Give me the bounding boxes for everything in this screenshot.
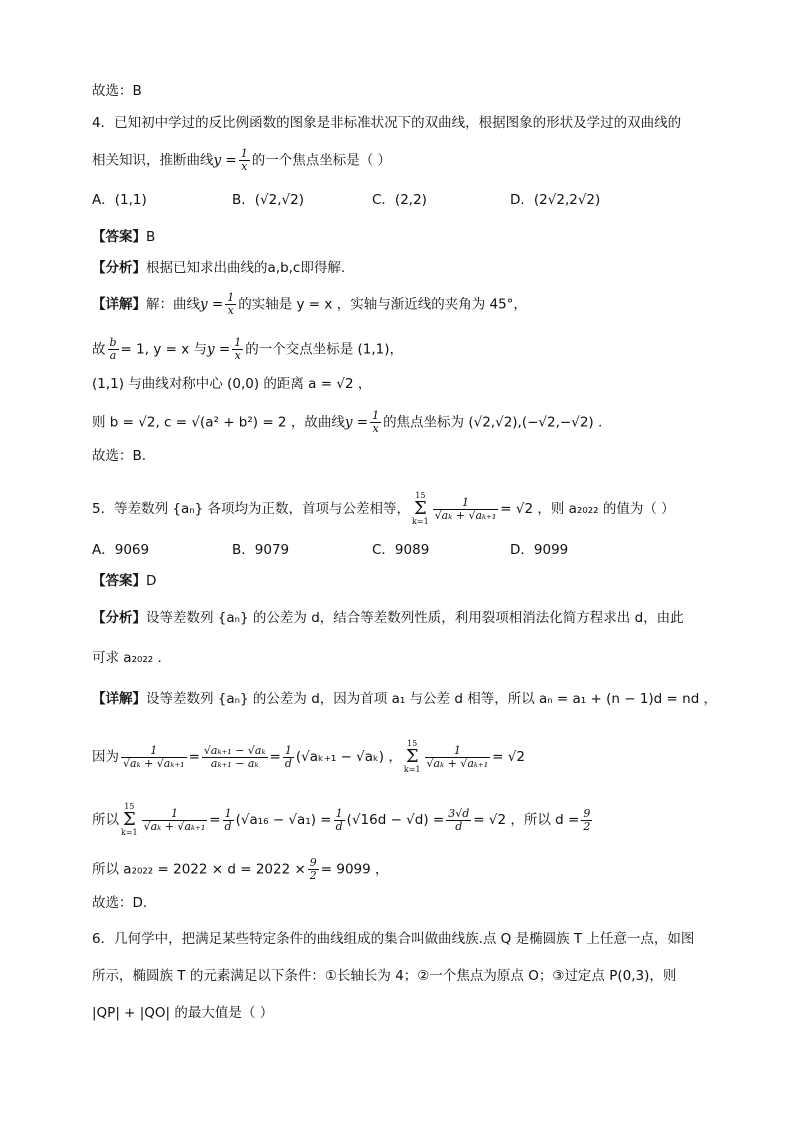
fraction-1-over-x: $\frac{1}{x}$	[372, 409, 380, 435]
sum-symbol: 15 Σ k=1	[403, 739, 421, 774]
q5-analysis-line-2: 可求 a₂₀₂₂ .	[92, 650, 162, 666]
q4-detail-line-4: 则 b = √2, c = √(a² + b²) = 2 ，故曲线y = $\frac{1}{x}$ 的焦点坐标为 (√2,√2),(−√2,−√2) .	[92, 409, 603, 435]
fraction-sum-term: $\frac{1}{\text{√aₖ + √aₖ₊₁}}$	[123, 743, 185, 770]
q4-detail-line-2: 故 $\frac{b}{a}$ = 1, y = x 与y = $\frac{1}{x}$ 的一个交点坐标是 (1,1)，	[92, 336, 404, 362]
q4-detail-line-1: 【详解】解：曲线y = $\frac{1}{x}$ 的实轴是 y = x ，实轴与渐近线的夹角为 45°，	[92, 291, 527, 317]
q3-conclusion: 故选：B	[92, 83, 142, 99]
fraction-sum-term: $\frac{1}{\text{√aₖ + √aₖ₊₁}}$	[434, 495, 497, 522]
fraction-sum-term: $\frac{1}{\text{√aₖ + √aₖ₊₁}}$	[143, 806, 206, 833]
q5-conclusion: 故选：D.	[92, 895, 148, 911]
q4-stem-text: 相关知识，推断曲线	[92, 152, 214, 169]
q4-analysis: 【分析】根据已知求出曲线的a,b,c即得解.	[92, 260, 346, 276]
q4-option-c: C．(2,2)	[372, 192, 427, 208]
fraction-1-over-d: $\frac{1}{d}$	[335, 806, 343, 833]
q5-option-d: D．9099	[510, 542, 569, 558]
q4-option-d: D．(2√2,2√2)	[510, 192, 601, 208]
fraction-sum-term: $\frac{1}{\text{√aₖ + √aₖ₊₁}}$	[426, 743, 489, 770]
q5-detail-line-2: 因为 $\frac{1}{\text{√aₖ + √aₖ₊₁}}$ = $\frac{\text{√aₖ₊₁ − √aₖ}}{\text{aₖ₊₁ − aₖ}}$ = $\frac{1}{d}$ (√aₖ₊₁ − √aₖ) ，15 Σ k=1 $\frac{1}{\text{√aₖ + √aₖ₊₁}}$ = √2	[92, 739, 525, 774]
q5-option-c: C．9089	[372, 542, 430, 558]
q6-stem-line-2: 所示，椭圆族 T 的元素满足以下条件：①长轴长为 4；②一个焦点为原点 O；③过定点 P(0,3)，则	[92, 968, 677, 984]
q4-answer: 【答案】B	[92, 229, 156, 245]
math-y-eq: y =	[213, 152, 237, 169]
fraction-1-over-d: $\frac{1}{d}$	[284, 743, 292, 770]
q6-stem-line-3: |QP| + |QO| 的最大值是（ ）	[92, 1005, 274, 1021]
q4-stem-line-1: 4．已知初中学过的反比例函数的图象是非标准状况下的双曲线，根据图象的形状及学过的双曲线的	[92, 115, 682, 131]
fraction-difference: $\frac{\text{√aₖ₊₁ − √aₖ}}{\text{aₖ₊₁ − aₖ}}$	[203, 743, 266, 770]
q4-stem-line-2	[92, 148, 712, 173]
fraction-1-over-x: $\frac{1}{x}$	[227, 291, 235, 317]
q5-analysis-line-1: 【分析】设等差数列 {aₙ} 的公差为 d，结合等差数列性质，利用裂项相消法化简方程求出 d，由此	[92, 610, 684, 626]
q5-detail-line-1: 【详解】设等差数列 {aₙ} 的公差为 d，因为首项 a₁ 与公差 d 相等，所以 aₙ = a₁ + (n − 1)d = nd ，	[92, 691, 718, 707]
q5-option-a: A．9069	[92, 542, 150, 558]
q5-stem: 5．等差数列 {aₙ} 各项均为正数，首项与公差相等，15 Σ k=1 $\frac{1}{\text{√aₖ + √aₖ₊₁}}$ = √2 ，则 a₂₀₂₂ 的值为（ ）	[92, 491, 675, 526]
fraction-1-over-d: $\frac{1}{d}$	[224, 806, 232, 833]
fraction-1-over-x: $\frac{1}{x}$	[234, 336, 242, 362]
fraction-1-over-x: $\frac{1}{x}$	[240, 147, 248, 173]
q5-answer: 【答案】D	[92, 573, 157, 589]
q4-stem-text-end: 的一个焦点坐标是（ ）	[251, 152, 392, 169]
sum-symbol: 15 Σ k=1	[412, 491, 429, 526]
fraction-9-over-2: $\frac{9}{2}$	[309, 856, 317, 882]
q5-detail-line-3: 所以15 Σ k=1 $\frac{1}{\text{√aₖ + √aₖ₊₁}}$ = $\frac{1}{d}$ (√a₁₆ − √a₁) = $\frac{1}{d}$ (√16d − √d) = $\frac{3√d}{d}$ = √2 ，所以 d = $\frac{9}{2}$	[92, 802, 591, 837]
q4-detail-line-3: (1,1) 与曲线对称中心 (0,0) 的距离 a = √2 ，	[92, 376, 372, 392]
q4-option-b: B．(√2,√2)	[232, 192, 304, 208]
q4-conclusion: 故选：B.	[92, 448, 147, 464]
fraction-3-sqrt-d-over-d: $\frac{3√d}{d}$	[448, 806, 470, 833]
q4-option-a: A．(1,1)	[92, 192, 147, 208]
q5-option-b: B．9079	[232, 542, 290, 558]
fraction-b-over-a: $\frac{b}{a}$	[109, 336, 117, 362]
fraction-9-over-2: $\frac{9}{2}$	[583, 806, 591, 833]
q6-stem-line-1: 6．几何学中，把满足某些特定条件的曲线组成的集合叫做曲线族.点 Q 是椭圆族 T 上任意一点，如图	[92, 931, 695, 947]
sum-symbol: 15 Σ k=1	[121, 802, 138, 837]
q5-detail-line-4: 所以 a₂₀₂₂ = 2022 × d = 2022 × $\frac{9}{2}$ = 9099 ，	[92, 856, 389, 882]
